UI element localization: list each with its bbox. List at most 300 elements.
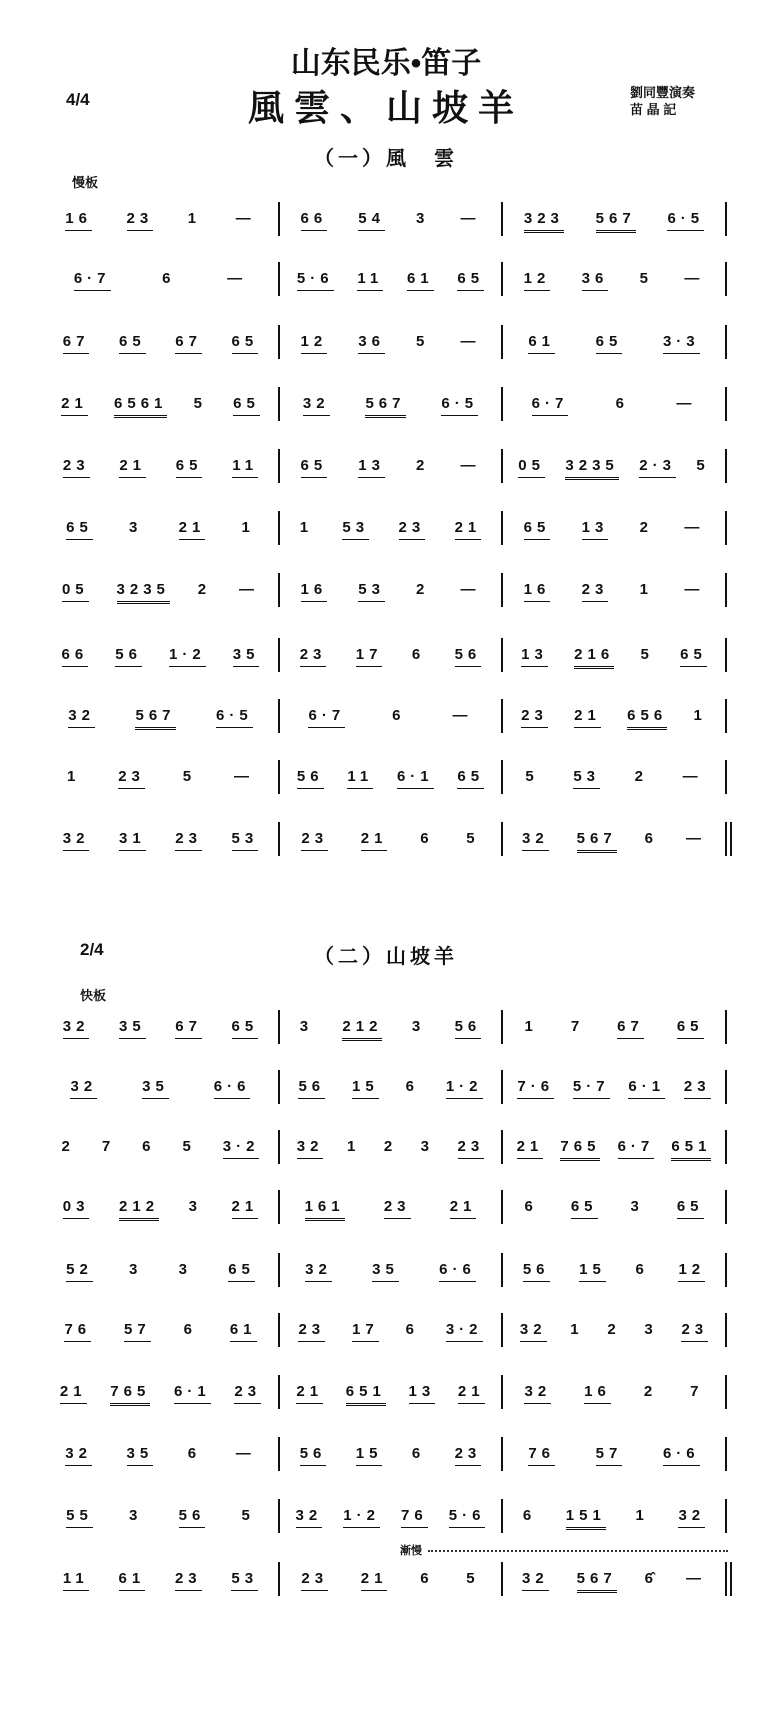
note-group: 2 (383, 1138, 398, 1155)
note-group: 6·1 (174, 1383, 211, 1404)
note-group: 3 (411, 1018, 426, 1035)
ritardando-marking: 漸慢 (400, 1545, 422, 1557)
note-group: — (235, 210, 256, 227)
note-group: 65 (571, 1198, 598, 1219)
note-group: 32 (68, 707, 95, 728)
note-group: 55 (66, 1507, 93, 1528)
measure (48, 519, 273, 553)
note-group: 61 (119, 1570, 146, 1591)
note-group: 5·7 (573, 1078, 610, 1099)
note-group: 567 (135, 707, 175, 730)
measure (48, 1507, 273, 1541)
barline (278, 699, 280, 733)
note-group: 6·5 (216, 707, 253, 728)
final-barline (725, 822, 727, 856)
note-group: 35 (119, 1018, 146, 1039)
note-group: — (460, 581, 481, 598)
note-group: 23 (384, 1198, 411, 1219)
measure (508, 457, 720, 491)
note-group: 765 (560, 1138, 600, 1161)
note-group: 5 (696, 457, 710, 474)
note-group: 11 (63, 1570, 89, 1591)
note-group: 6 (392, 707, 406, 724)
note-group: 23 (175, 830, 202, 851)
tempo-marking-1: 慢板 (72, 175, 99, 190)
measure (48, 210, 273, 244)
note-group: 16 (301, 581, 328, 602)
note-group: 5 (416, 333, 430, 350)
barline (725, 325, 727, 359)
note-group: 6·6 (214, 1078, 251, 1099)
measure (285, 1198, 496, 1232)
note-group: 35 (372, 1261, 399, 1282)
score-row (48, 1507, 738, 1541)
barline (725, 1190, 727, 1224)
note-group: 1 (299, 519, 314, 536)
score-row (48, 1570, 738, 1604)
note-group: 32 (70, 1078, 97, 1099)
barline (501, 325, 503, 359)
note-group: 6 (405, 1078, 419, 1095)
note-group: 11 (347, 768, 373, 789)
note-group: 2·3 (639, 457, 676, 478)
note-group: 21 (517, 1138, 544, 1159)
note-group: 1 (635, 1507, 649, 1524)
note-group: 23 (681, 1321, 708, 1342)
note-group: 23 (582, 581, 609, 602)
note-group: 17 (356, 646, 383, 667)
note-group: 23 (300, 646, 327, 667)
measure (48, 1445, 273, 1479)
measure (285, 1570, 496, 1604)
barline (501, 699, 503, 733)
note-group: 12 (678, 1261, 705, 1282)
note-group: 65 (301, 457, 328, 478)
barline (725, 1437, 727, 1471)
barline (501, 1190, 503, 1224)
note-group: 7 (570, 1018, 585, 1035)
note-group: 6·7 (532, 395, 569, 416)
note-group: 1 (570, 1321, 584, 1338)
note-group: 66 (62, 646, 89, 667)
note-group: 66 (301, 210, 328, 231)
measure (285, 1018, 496, 1052)
note-group: 6·7 (308, 707, 345, 728)
measure (285, 270, 496, 304)
score-row (48, 830, 738, 864)
note-group: 31 (119, 830, 146, 851)
note-group: 65 (524, 519, 551, 540)
note-group: 212 (119, 1198, 159, 1221)
transcriber: 苗 晶 記 (630, 102, 677, 117)
note-group: 21 (361, 830, 388, 851)
note-group: 2 (639, 519, 653, 536)
measure (508, 646, 720, 680)
note-group: 3 (416, 210, 430, 227)
note-group: — (452, 707, 473, 724)
note-group: 6·1 (628, 1078, 665, 1099)
note-group: 5 (639, 270, 653, 287)
note-group: 53 (573, 768, 600, 789)
measure (48, 1018, 273, 1052)
barline (725, 449, 727, 483)
barline (501, 638, 503, 672)
measure (285, 519, 496, 553)
note-group: 21 (232, 1198, 259, 1219)
measure (48, 646, 273, 680)
note-group: 13 (409, 1383, 436, 1404)
note-group: 32 (297, 1138, 324, 1159)
note-group: 3·2 (223, 1138, 260, 1159)
barline (278, 1375, 280, 1409)
note-group: 32 (303, 395, 330, 416)
note-group: 21 (60, 1383, 87, 1404)
note-group: 32 (63, 830, 90, 851)
section-heading-1: （一）風 雲 (314, 148, 458, 170)
barline (725, 511, 727, 545)
barline (501, 449, 503, 483)
barline (501, 822, 503, 856)
measure (508, 519, 720, 553)
note-group: 161 (305, 1198, 345, 1221)
note-group: 56 (297, 768, 324, 789)
note-group: — (460, 210, 481, 227)
score-row (48, 395, 738, 429)
note-group: 13 (358, 457, 385, 478)
measure (285, 395, 496, 429)
note-group: 21 (574, 707, 601, 728)
note-group: 1·2 (446, 1078, 483, 1099)
note-group: 3 (299, 1018, 314, 1035)
note-group: 651 (346, 1383, 386, 1406)
note-group: 56 (179, 1507, 206, 1528)
measure (508, 395, 720, 429)
score-row (48, 707, 738, 741)
note-group: 32 (522, 1570, 549, 1591)
note-group: 7 (690, 1383, 704, 1400)
barline (725, 1253, 727, 1287)
measure (285, 1445, 496, 1479)
barline (725, 573, 727, 607)
note-group: 05 (518, 457, 545, 478)
note-group: 67 (175, 333, 202, 354)
score-row (48, 457, 738, 491)
note-group: 21 (119, 457, 146, 478)
note-group: 13 (582, 519, 609, 540)
note-group: 57 (124, 1321, 151, 1342)
note-group: 3 (188, 1198, 202, 1215)
note-group: 23 (458, 1138, 485, 1159)
barline (278, 638, 280, 672)
barline (278, 449, 280, 483)
barline (278, 1010, 280, 1044)
note-group: 21 (458, 1383, 485, 1404)
measure (285, 457, 496, 491)
measure (285, 581, 496, 615)
final-barline (725, 1562, 727, 1596)
note-group: 3235 (117, 581, 170, 604)
note-group: — (686, 1570, 706, 1587)
note-group: 65 (457, 270, 484, 291)
note-group: 7 (101, 1138, 116, 1155)
note-group: 67 (175, 1018, 202, 1039)
note-group: 3 (129, 519, 143, 536)
note-group: 216 (574, 646, 614, 669)
note-group: 3 (129, 1507, 143, 1524)
note-group: 6 (635, 1261, 649, 1278)
note-group: 23 (521, 707, 548, 728)
note-group: 53 (358, 581, 385, 602)
measure (48, 1570, 273, 1604)
note-group: 1 (524, 1018, 538, 1035)
barline (725, 1499, 727, 1533)
barline (278, 325, 280, 359)
barline (501, 1010, 503, 1044)
measure (508, 270, 720, 304)
score-row (48, 1138, 738, 1172)
barline (278, 1437, 280, 1471)
note-group: 67 (617, 1018, 644, 1039)
note-group: 57 (596, 1445, 623, 1466)
note-group: 2 (634, 768, 649, 785)
note-group: 5 (466, 1570, 480, 1587)
note-group: 6 (142, 1138, 156, 1155)
time-signature-1: 4/4 (66, 90, 90, 109)
barline (725, 1375, 727, 1409)
barline (278, 760, 280, 794)
note-group: 2 (416, 457, 430, 474)
note-group: 65 (119, 333, 146, 354)
barline (278, 387, 280, 421)
score-row (48, 1078, 738, 1112)
note-group: 21 (61, 395, 88, 416)
note-group: 65 (596, 333, 623, 354)
measure (285, 1078, 496, 1112)
note-group: 16 (65, 210, 92, 231)
note-group: 53 (342, 519, 369, 540)
score-row (48, 1321, 738, 1355)
note-group: 36 (358, 333, 385, 354)
note-group: 23 (234, 1383, 261, 1404)
section-heading-2: （二）山坡羊 (314, 946, 458, 968)
measure (48, 1321, 273, 1355)
note-group: 1 (639, 581, 653, 598)
measure (508, 1507, 720, 1541)
measure (508, 1078, 720, 1112)
note-group: 56 (455, 1018, 482, 1039)
score-row (48, 519, 738, 553)
note-group: — (460, 457, 481, 474)
note-group: 21 (179, 519, 206, 540)
note-group: 6 (405, 1321, 419, 1338)
measure (508, 1321, 720, 1355)
note-group: 36 (582, 270, 609, 291)
note-group: 23 (175, 1570, 202, 1591)
note-group: 76 (64, 1321, 91, 1342)
measure (48, 581, 273, 615)
note-group: 61 (528, 333, 555, 354)
note-group: — (684, 581, 705, 598)
note-group: 6·5 (441, 395, 478, 416)
barline (501, 1070, 503, 1104)
measure (285, 1138, 496, 1172)
note-group: 5 (525, 768, 539, 785)
barline (501, 387, 503, 421)
note-group: 6·6 (663, 1445, 700, 1466)
barline (278, 262, 280, 296)
note-group: 56 (300, 1445, 327, 1466)
note-group: 651 (671, 1138, 711, 1161)
note-group: 6·5 (667, 210, 704, 231)
note-group: 52 (66, 1261, 93, 1282)
note-group: 76 (401, 1507, 428, 1528)
note-group: 5 (466, 830, 480, 847)
measure (48, 1261, 273, 1295)
note-group: 6·7 (74, 270, 111, 291)
note-group: — (239, 581, 260, 598)
note-group: 23 (63, 457, 90, 478)
note-group: 53 (231, 1570, 258, 1591)
barline (278, 202, 280, 236)
measure (48, 457, 273, 491)
note-group: 6 (183, 1321, 197, 1338)
barline (725, 699, 727, 733)
barline (501, 573, 503, 607)
note-group: 1 (346, 1138, 361, 1155)
score-row (48, 1445, 738, 1479)
performer: 劉同豐演奏 (630, 85, 696, 100)
measure (285, 768, 496, 802)
note-group: 61 (230, 1321, 257, 1342)
note-group: 6·7 (618, 1138, 655, 1159)
note-group: 1 (187, 210, 202, 227)
measure (48, 1198, 273, 1232)
barline (725, 760, 727, 794)
note-group: 53 (232, 830, 259, 851)
barline (725, 387, 727, 421)
note-group: 32 (65, 1445, 92, 1466)
measure (48, 1383, 273, 1417)
note-group: 3·2 (446, 1321, 483, 1342)
note-group: 567 (596, 210, 636, 233)
note-group: — (460, 333, 481, 350)
barline (725, 1130, 727, 1164)
note-group: 323 (524, 210, 564, 233)
measure (285, 646, 496, 680)
note-group: 567 (577, 1570, 617, 1593)
barline (501, 1499, 503, 1533)
barline (725, 638, 727, 672)
note-group: 16 (584, 1383, 611, 1404)
note-group: 23 (399, 519, 426, 540)
note-group: 6 (411, 1445, 426, 1462)
measure (508, 1383, 720, 1417)
note-group: 65 (176, 457, 203, 478)
note-group: 21 (455, 519, 482, 540)
note-group: 32 (524, 1383, 551, 1404)
note-group: 12 (301, 333, 328, 354)
note-group: 6 (524, 1198, 538, 1215)
note-group: 23 (118, 768, 145, 789)
barline (278, 1070, 280, 1104)
note-group: 6̂ (644, 1570, 659, 1587)
barline (501, 262, 503, 296)
note-group: 1 (241, 519, 255, 536)
note-group: 3 (129, 1261, 143, 1278)
note-group: 5 (182, 1138, 196, 1155)
note-group: 2 (416, 581, 430, 598)
note-group: 6 (411, 646, 426, 663)
score-row (48, 581, 738, 615)
note-group: 56 (298, 1078, 325, 1099)
note-group: 6 (644, 830, 659, 847)
barline (725, 1010, 727, 1044)
measure (285, 1321, 496, 1355)
note-group: — (235, 1445, 256, 1462)
note-group: 2 (607, 1321, 621, 1338)
barline (725, 1070, 727, 1104)
score-row (48, 333, 738, 367)
measure (508, 768, 720, 802)
note-group: 32 (305, 1261, 332, 1282)
note-group: 35 (233, 646, 260, 667)
note-group: 23 (127, 210, 154, 231)
barline (501, 1253, 503, 1287)
credits (630, 84, 695, 118)
note-group: 56 (455, 646, 482, 667)
measure (285, 333, 496, 367)
note-group: 567 (577, 830, 617, 853)
measure (285, 1261, 496, 1295)
measure (285, 1507, 496, 1541)
note-group: — (684, 519, 705, 536)
barline (278, 1190, 280, 1224)
note-group: 11 (232, 457, 258, 478)
note-group: 6561 (114, 395, 167, 418)
note-group: 65 (677, 1198, 704, 1219)
note-group: 03 (63, 1198, 90, 1219)
time-signature-2: 2/4 (80, 940, 104, 959)
note-group: 23 (455, 1445, 482, 1466)
measure (508, 1445, 720, 1479)
note-group: — (686, 830, 706, 847)
note-group: 65 (233, 395, 260, 416)
note-group: 65 (66, 519, 93, 540)
note-group: 23 (684, 1078, 711, 1099)
note-group: 65 (232, 333, 259, 354)
note-group: 567 (365, 395, 405, 418)
measure (508, 830, 720, 864)
measure (285, 830, 496, 864)
note-group: 32 (63, 1018, 90, 1039)
barline (278, 1313, 280, 1347)
note-group: 23 (301, 830, 328, 851)
note-group: 151 (566, 1507, 606, 1530)
note-group: 3 (420, 1138, 435, 1155)
note-group: 17 (352, 1321, 379, 1342)
barline (278, 1253, 280, 1287)
note-group: 15 (352, 1078, 379, 1099)
note-group: 2 (643, 1383, 658, 1400)
score-row (48, 1383, 738, 1417)
measure (508, 210, 720, 244)
note-group: — (227, 270, 248, 287)
barline (501, 1313, 503, 1347)
note-group: 15 (356, 1445, 383, 1466)
barline (725, 1313, 727, 1347)
barline (501, 760, 503, 794)
note-group: 54 (358, 210, 385, 231)
